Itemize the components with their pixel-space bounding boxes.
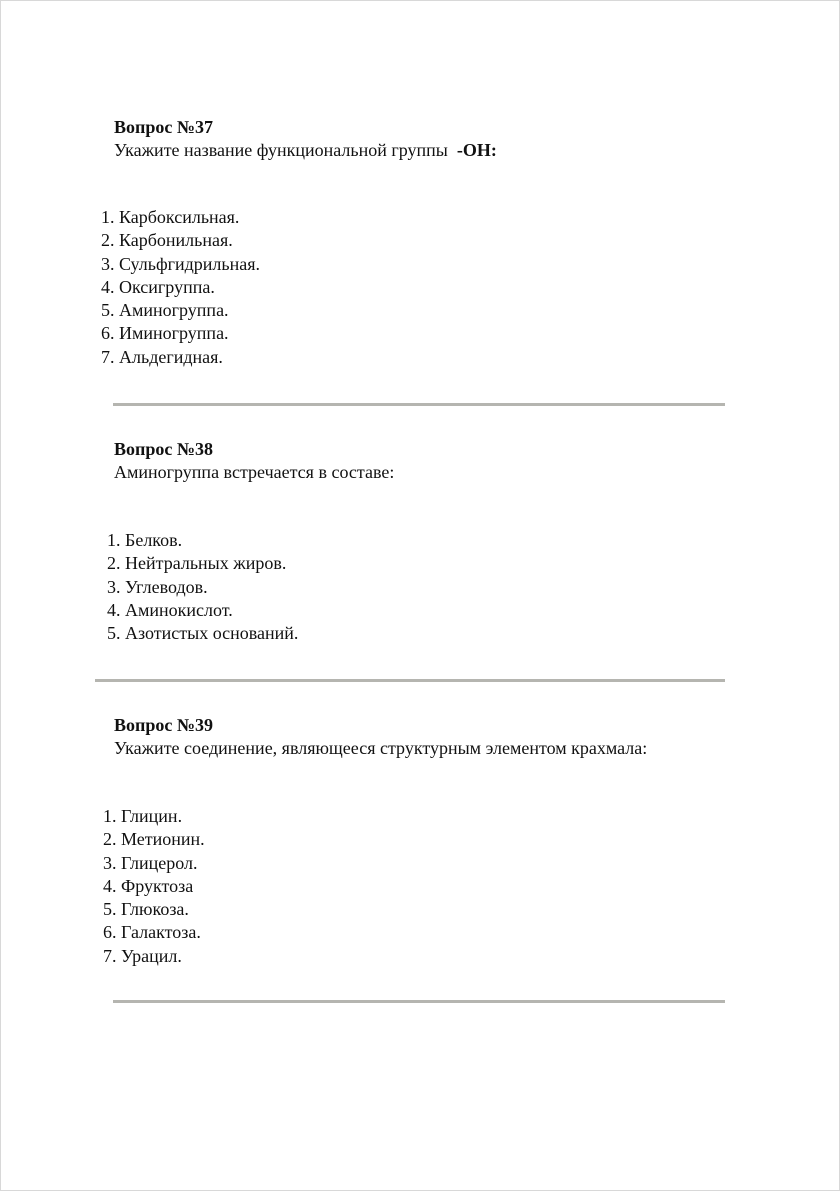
answer-option: 4. Фруктоза [103, 875, 194, 896]
answer-option: 7. Урацил. [103, 945, 182, 966]
question-text-main: Укажите название функциональной группы [114, 140, 448, 160]
answer-option: 3. Глицерол. [103, 852, 198, 873]
answer-option: 2. Метионин. [103, 829, 205, 850]
answer-options [107, 529, 298, 645]
answer-option: 4. Оксигруппа. [101, 276, 215, 297]
question-text: Укажите соединение, являющееся структурным элементом крахмала: [114, 738, 648, 758]
question-text-formula: -OH: [456, 140, 497, 160]
answer-option: 5. Аминогруппа. [101, 300, 229, 321]
answer-option: 4. Аминокислот. [107, 599, 233, 620]
answer-option: 3. Углеводов. [107, 576, 208, 597]
separator-line [113, 1000, 725, 1003]
answer-option: 5. Глюкоза. [103, 899, 189, 920]
answer-options [103, 805, 205, 968]
answer-option: 6. Иминогруппа. [101, 323, 229, 344]
separator-line [95, 679, 725, 682]
answer-option: 1. Карбоксильная. [101, 207, 240, 227]
answer-option: 1. Глицин. [103, 806, 183, 826]
answer-option: 2. Нейтральных жиров. [107, 553, 287, 574]
separator-line [113, 403, 725, 406]
answer-option: 3. Сульфгидрильная. [101, 253, 261, 274]
question-title: Вопрос №37 [114, 117, 213, 137]
answer-option: 7. Альдегидная. [101, 346, 223, 367]
answer-option: 6. Галактоза. [103, 922, 201, 943]
answer-option: 1. Белков. [107, 530, 183, 550]
answer-options [101, 206, 260, 369]
question-text: Аминогруппа встречается в составе: [114, 462, 395, 482]
answer-option: 5. Азотистых оснований. [107, 623, 299, 644]
question-title: Вопрос №38 [114, 439, 213, 459]
question-title: Вопрос №39 [114, 715, 213, 735]
answer-option: 2. Карбонильная. [101, 230, 233, 251]
question-text [114, 139, 497, 161]
